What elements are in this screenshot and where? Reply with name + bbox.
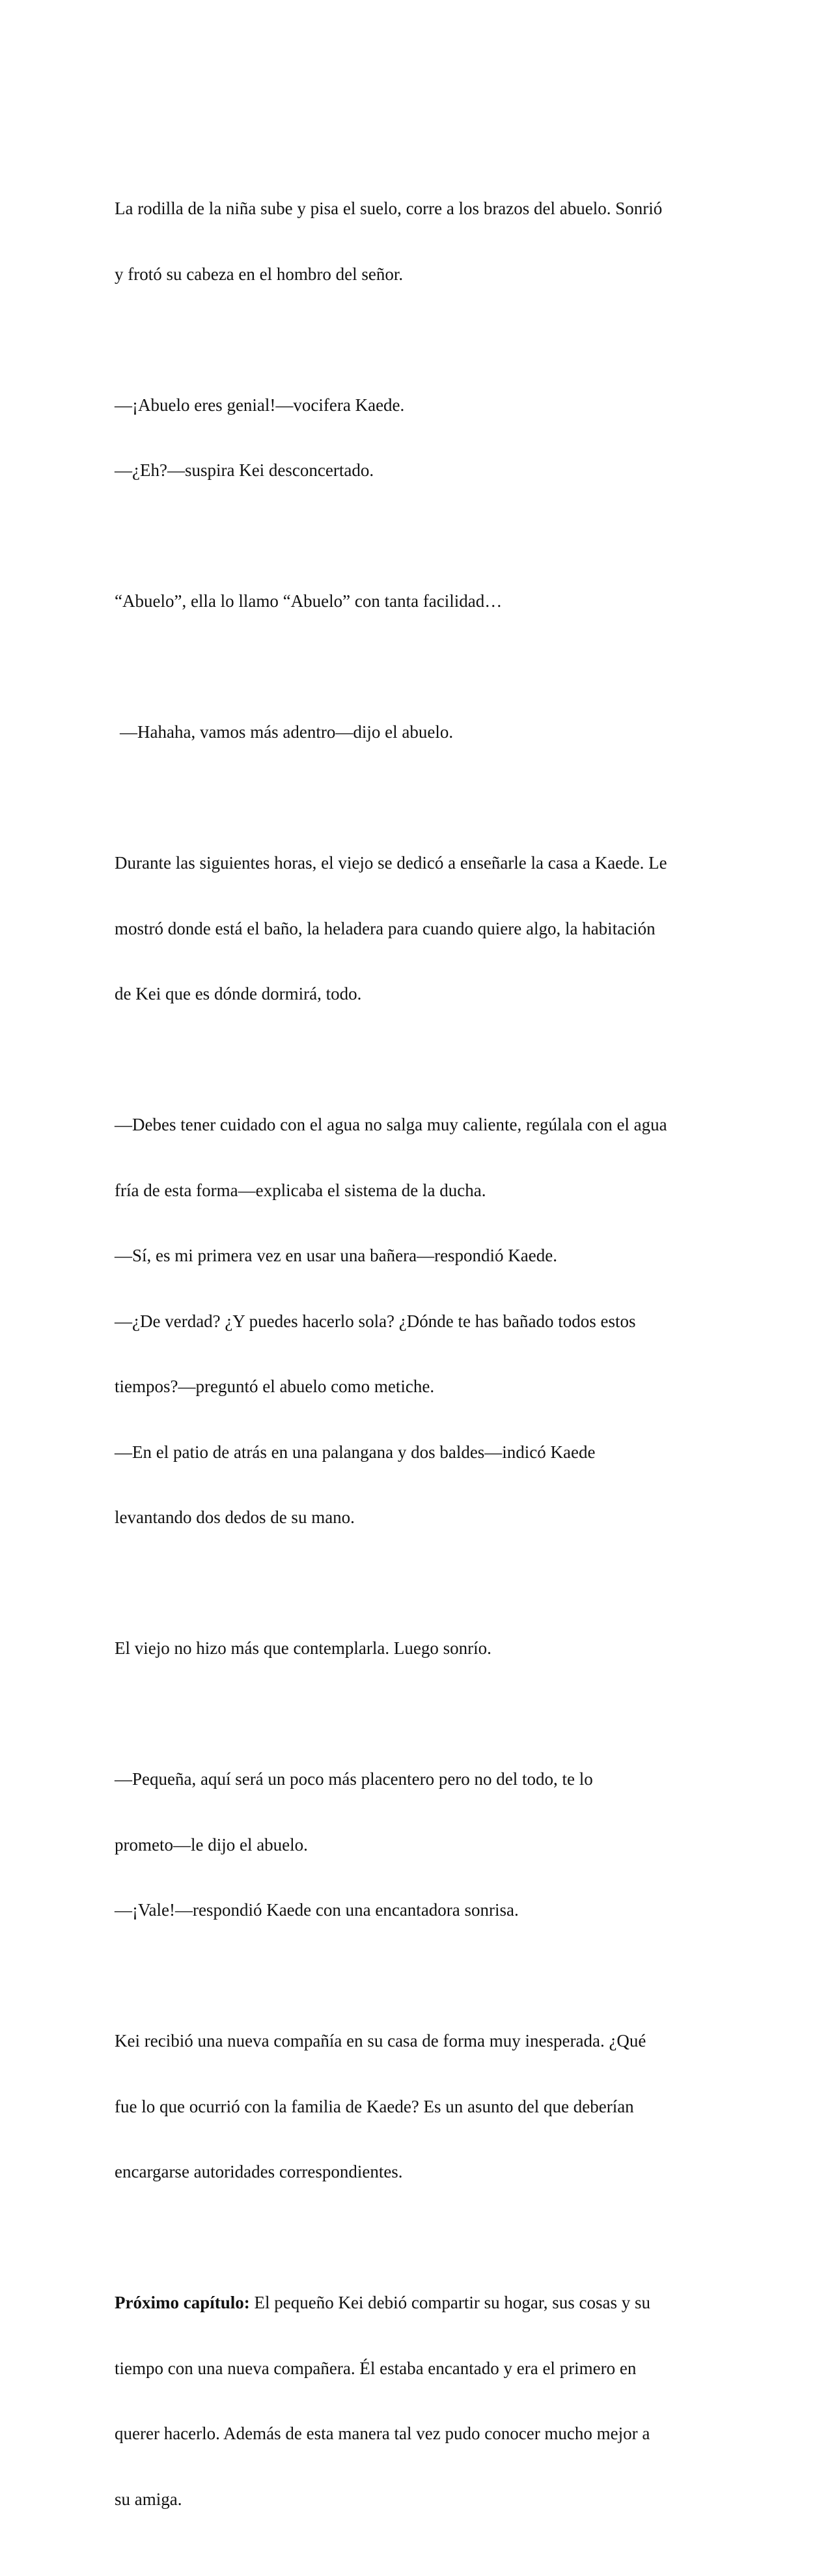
text-line: de Kei que es dónde dormirá, todo.	[115, 984, 362, 1003]
text-line: tiempo con una nueva compañera. Él estaba encantado y era el primero en	[115, 2358, 637, 2378]
text-line: prometo—le dijo el abuelo.	[115, 1834, 308, 1855]
paragraph-8	[115, 1725, 713, 1965]
text-line: mostró donde está el baño, la heladera para cuando quiere algo, la habitación	[115, 918, 656, 938]
text-line: —Pequeña, aquí será un poco más placentero pero no del todo, te lo	[115, 1769, 593, 1789]
text-line: Kei recibió una nueva compañía en su casa de forma muy inesperada. ¿Qué	[115, 2031, 646, 2051]
document-body	[115, 154, 713, 2576]
text-line: su amiga.	[115, 2489, 182, 2509]
text-line: —¿Eh?—suspira Kei desconcertado.	[115, 460, 374, 480]
text-line: —Debes tener cuidado con el agua no salga muy caliente, regúlala con el agua	[115, 1115, 667, 1134]
text-line: —En el patio de atrás en una palangana y dos baldes—indicó Kaede	[115, 1442, 596, 1462]
text-line: —¡Vale!—respondió Kaede con una encantadora sonrisa.	[115, 1900, 519, 1920]
paragraph-4	[115, 678, 713, 787]
next-chapter-paragraph	[115, 2248, 713, 2554]
text-line: querer hacerlo. Además de esta manera tal vez pudo conocer mucho mejor a	[115, 2424, 650, 2443]
text-line: —Sí, es mi primera vez en usar una bañera—respondió Kaede.	[115, 1246, 558, 1265]
text-line: tiempos?—preguntó el abuelo como metiche.	[115, 1377, 435, 1396]
text-line: —¿De verdad? ¿Y puedes hacerlo sola? ¿Dónde te has bañado todos estos	[115, 1311, 636, 1331]
text-line: El viejo no hizo más que contemplarla. Luego sonrío.	[115, 1638, 491, 1658]
paragraph-6	[115, 1071, 713, 1573]
paragraph-5	[115, 809, 713, 1049]
text-line: y frotó su cabeza en el hombro del señor.	[115, 264, 404, 284]
paragraph-2	[115, 351, 713, 525]
paragraph-7	[115, 1594, 713, 1703]
paragraph-3	[115, 547, 713, 656]
text-line: encargarse autoridades correspondientes.	[115, 2162, 403, 2181]
paragraph-9	[115, 1987, 713, 2227]
text-line: levantando dos dedos de su mano.	[115, 1507, 355, 1527]
next-chapter-label: Próximo capítulo:	[115, 2293, 250, 2312]
text-line: fría de esta forma—explicaba el sistema de la ducha.	[115, 1180, 486, 1200]
text-line: fue lo que ocurrió con la familia de Kaede? Es un asunto del que deberían	[115, 2096, 634, 2116]
text-line: La rodilla de la niña sube y pisa el suelo, corre a los brazos del abuelo. Sonrió	[115, 199, 663, 218]
text-line: Durante las siguientes horas, el viejo se dedicó a enseñarle la casa a Kaede. Le	[115, 853, 667, 873]
text-fragment: El pequeño Kei debió compartir su hogar, sus cosas y su	[249, 2293, 651, 2312]
text-line: —¡Abuelo eres genial!—vocifera Kaede.	[115, 395, 405, 415]
text-line: “Abuelo”, ella lo llamo “Abuelo” con tanta facilidad…	[115, 591, 503, 611]
text-line: —Hahaha, vamos más adentro—dijo el abuelo.	[120, 722, 454, 742]
text-line	[115, 2292, 713, 2314]
paragraph-1	[115, 154, 713, 329]
